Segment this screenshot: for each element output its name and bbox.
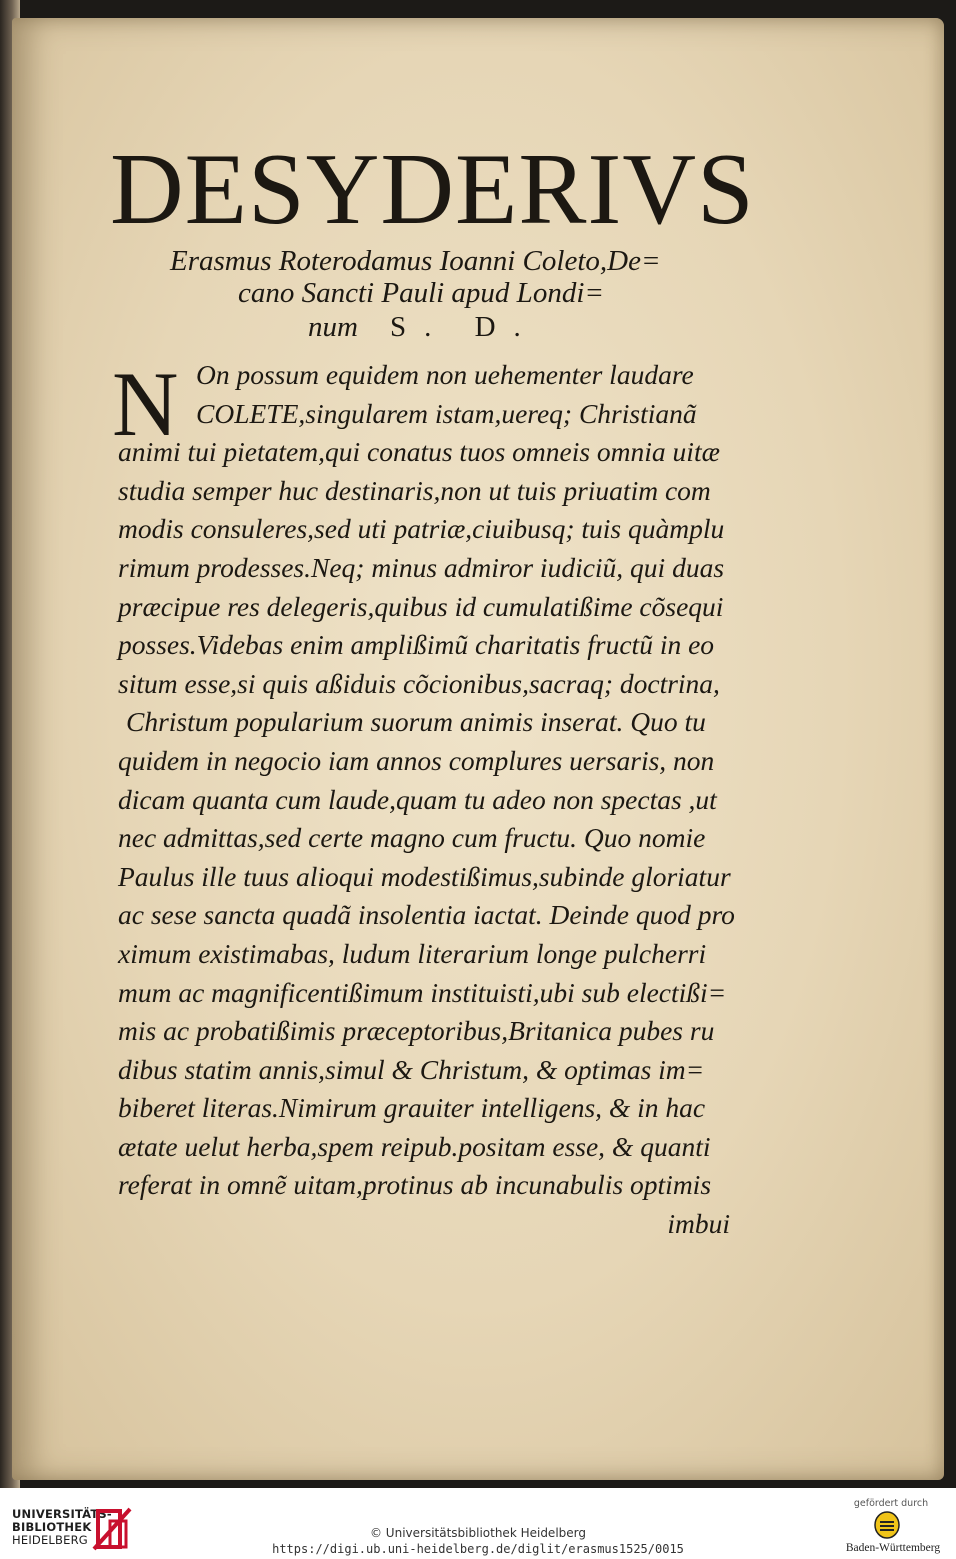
- library-logo-line-1: UNIVERSITÄTS-: [12, 1507, 112, 1521]
- subtitle-line-3: [308, 310, 539, 344]
- body-line: situm esse,si quis aßiduis cõcionibus,sacraq; doctrina,: [118, 667, 720, 699]
- body-line: præcipue res delegeris,quibus id cumulatißime cõsequi: [118, 590, 724, 622]
- body-line: studia semper huc destinaris,non ut tuis priuatim com: [118, 474, 711, 506]
- document-heading: DESYDERIVS: [110, 133, 755, 246]
- body-line: mis ac probatißimis præceptoribus,Britanica pubes ru: [118, 1015, 715, 1047]
- body-line: ximum existimabas, ludum literarium longe pulcherri: [118, 937, 707, 969]
- body-line: COLETE,singularem istam,uereq; Christianã: [196, 397, 697, 429]
- body-line: Christum popularium suorum animis inserat. Quo tu: [126, 706, 706, 738]
- body-line: posses.Videbas enim amplißimũ charitatis fructũ in eo: [118, 629, 715, 661]
- body-line: dicam quanta cum laude,quam tu adeo non spectas ,ut: [118, 783, 717, 815]
- subtitle-line-2: cano Sancti Pauli apud Londi=: [238, 277, 604, 309]
- salutation: S. D.: [389, 311, 539, 343]
- body-text: [118, 356, 738, 1244]
- body-line: quidem in negocio iam annos complures uersaris, non: [118, 744, 715, 776]
- body-line: On possum equidem non uehementer laudare: [196, 359, 694, 390]
- library-logo-line-3: HEIDELBERG: [12, 1533, 88, 1547]
- body-line: rimum prodesses.Neq; minus admiror iudiciũ, qui duas: [118, 551, 725, 583]
- subtitle-line-3-text: num: [308, 311, 358, 343]
- library-logo-line-2: BIBLIOTHEK: [12, 1520, 92, 1534]
- body-line: ac sese sancta quadã insolentia iactat. Deinde quod pro: [118, 899, 735, 931]
- drop-cap: N: [112, 353, 179, 455]
- body-line: dibus statim annis,simul & Christum, & optimas im=: [118, 1053, 705, 1085]
- permalink[interactable]: https://digi.ub.uni-heidelberg.de/diglit/erasmus1525/0015: [272, 1542, 684, 1556]
- body-line: animi tui pietatem,qui conatus tuos omneis omnia uitæ: [118, 436, 720, 468]
- body-line: biberet literas.Nimirum grauiter intelligens, & in hac: [118, 1092, 706, 1124]
- body-line: referat in omnẽ uitam,protinus ab incunabulis optimis: [118, 1169, 712, 1201]
- catchword: imbui: [667, 1208, 730, 1240]
- subtitle-line-1: Erasmus Roterodamus Ioanni Coleto,De=: [170, 245, 661, 277]
- funder-name: Baden-Württemberg: [845, 1542, 941, 1554]
- copyright-notice: © Universitätsbibliothek Heidelberg: [369, 1526, 586, 1540]
- body-line: modis consuleres,sed uti patriæ,ciuibusq; tuis quàmplu: [118, 513, 725, 545]
- body-line: ætate uelut herba,spem reipub.positam esse, & quanti: [118, 1130, 711, 1162]
- state-coat-of-arms-icon[interactable]: [874, 1511, 900, 1539]
- body-line: mum ac magnificentißimum instituisti,ubi sub electißi=: [118, 976, 727, 1008]
- body-line: nec admittas,sed certe magno cum fructu. Quo nomie: [118, 822, 706, 854]
- funded-by-label: gefördert durch: [853, 1498, 929, 1509]
- body-line: Paulus ille tuus alioqui modestißimus,subinde gloriatur: [118, 860, 731, 892]
